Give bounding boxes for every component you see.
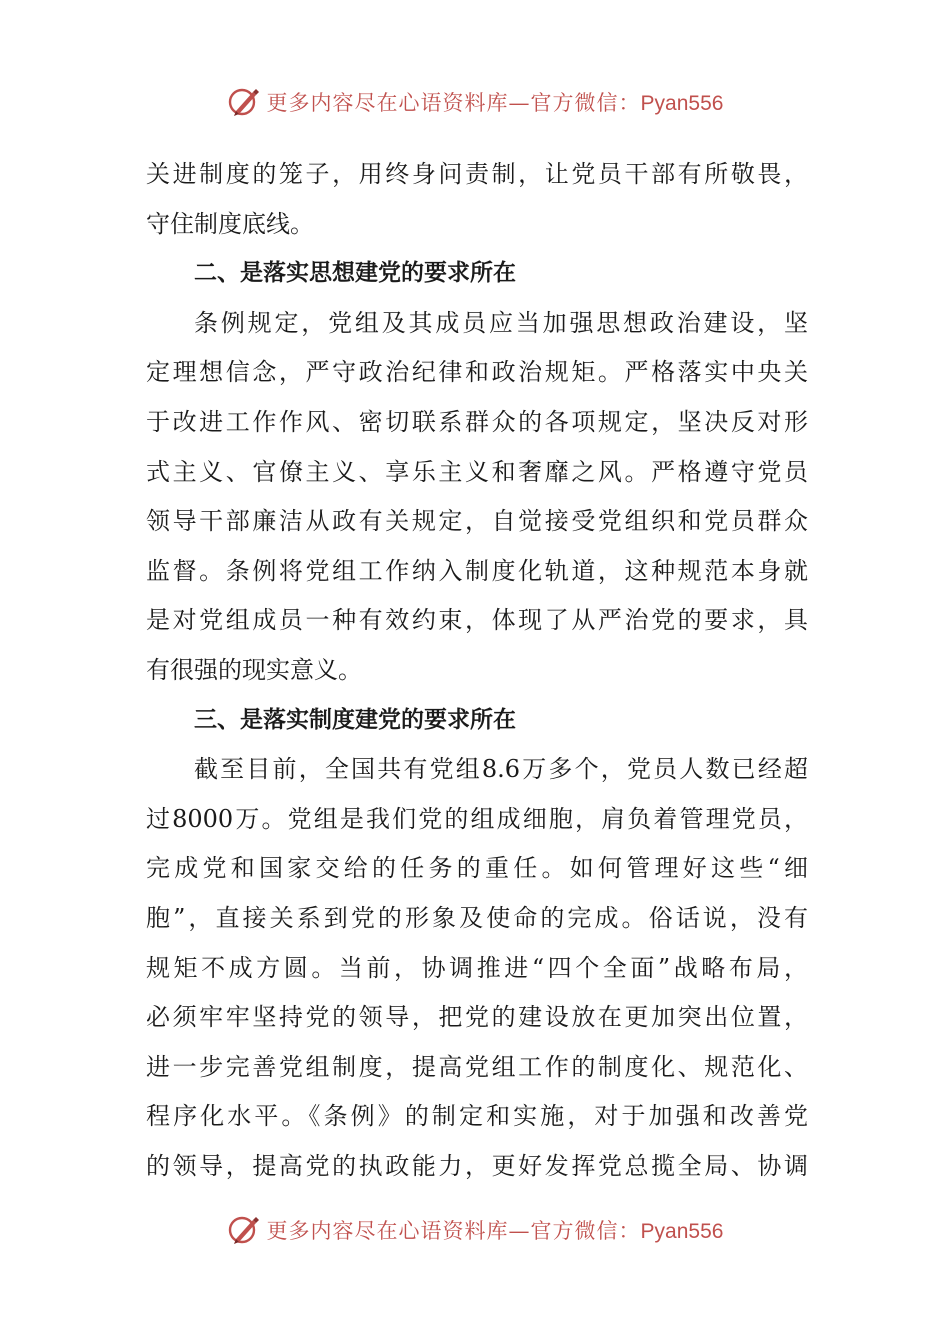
text-line: 过8000万。党组是我们党的组成细胞，肩负着管理党员， (146, 804, 808, 833)
text-line: 条例规定，党组及其成员应当加强思想政治建设，坚 (194, 308, 808, 337)
pen-logo-icon (227, 1213, 261, 1247)
section-heading-3: 三、是落实制度建党的要求所在 (194, 706, 516, 733)
text-line: 完成党和国家交给的任务的重任。如何管理好这些“细 (146, 854, 808, 883)
text-line: 程序化水平。《条例》的制定和实施，对于加强和改善党 (146, 1102, 808, 1131)
text-line: 守住制度底线。 (146, 209, 314, 238)
text-line: 于改进工作作风、密切联系群众的各项规定，坚决反对形 (146, 407, 808, 436)
text-line: 必须牢牢坚持党的领导，把党的建设放在更加突出位置， (146, 1003, 808, 1032)
text-line: 监督。条例将党组工作纳入制度化轨道，这种规范本身就 (146, 556, 808, 585)
footer-watermark-banner (0, 1208, 950, 1252)
text-line: 规矩不成方圆。当前，协调推进“四个全面”战略布局， (146, 953, 808, 982)
text-line: 定理想信念，严守政治纪律和政治规矩。严格落实中央关 (146, 358, 808, 387)
pen-logo-icon (227, 85, 261, 119)
text-line: 的领导，提高党的执政能力，更好发挥党总揽全局、协调 (146, 1151, 808, 1180)
text-line: 领导干部廉洁从政有关规定，自觉接受党组织和党员群众 (146, 507, 808, 536)
watermark-text: 更多内容尽在心语资料库—官方微信：Pyan556 (266, 91, 724, 115)
text-line: 是对党组成员一种有效约束，体现了从严治党的要求，具 (146, 606, 808, 635)
text-line: 式主义、官僚主义、享乐主义和奢靡之风。严格遵守党员 (146, 457, 808, 486)
text-line: 胞”，直接关系到党的形象及使命的完成。俗话说，没有 (146, 903, 808, 932)
text-line: 有很强的现实意义。 (146, 655, 362, 684)
text-line: 进一步完善党组制度，提高党组工作的制度化、规范化、 (146, 1052, 808, 1081)
text-line: 截至目前，全国共有党组8.6万多个，党员人数已经超 (194, 755, 808, 784)
header-watermark-banner (0, 80, 950, 124)
watermark-text: 更多内容尽在心语资料库—官方微信：Pyan556 (266, 1219, 724, 1243)
text-line: 关进制度的笼子，用终身问责制，让党员干部有所敬畏， (146, 160, 808, 188)
section-heading-2: 二、是落实思想建党的要求所在 (194, 260, 516, 287)
document-body (146, 150, 808, 1191)
